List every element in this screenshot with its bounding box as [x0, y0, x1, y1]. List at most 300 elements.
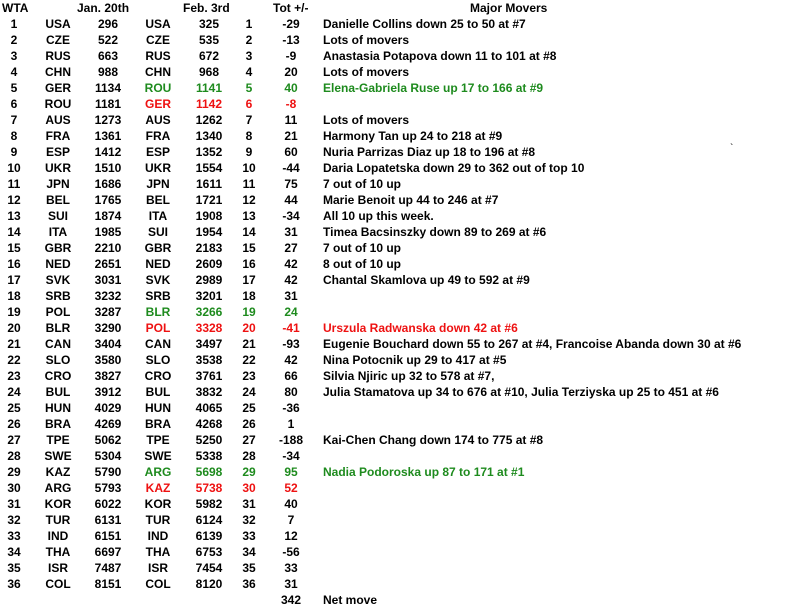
table-row — [0, 368, 795, 384]
total-change: -34 — [282, 449, 300, 463]
jan-country: TPE — [46, 433, 70, 447]
jan-country: GER — [44, 81, 71, 95]
jan-rank: 23 — [7, 369, 21, 383]
feb-country: AUS — [145, 113, 171, 127]
jan-rank: 15 — [7, 241, 21, 255]
table-row — [0, 32, 795, 48]
feb-rank: 18 — [242, 289, 256, 303]
total-change: 33 — [284, 561, 298, 575]
feb-rank: 12 — [242, 193, 256, 207]
jan-country: SUI — [47, 209, 68, 223]
feb-rank: 20 — [242, 321, 256, 335]
jan-rank: 10 — [7, 161, 21, 175]
jan-country: BLR — [45, 321, 71, 335]
feb-points: 5738 — [195, 481, 223, 495]
feb-country: BLR — [145, 305, 171, 319]
table-row — [0, 544, 795, 560]
feb-country: BRA — [145, 417, 171, 431]
jan-country: SRB — [45, 289, 71, 303]
table-row — [0, 480, 795, 496]
table-row — [0, 304, 795, 320]
major-movers: Silvia Njiric up 32 to 578 at #7, — [323, 369, 495, 383]
feb-rank: 28 — [242, 449, 256, 463]
table-row — [0, 48, 795, 64]
jan-points: 6697 — [94, 545, 122, 559]
feb-country: ESP — [145, 145, 170, 159]
jan-rank: 18 — [7, 289, 21, 303]
feb-rank: 35 — [242, 561, 256, 575]
feb-points: 1954 — [195, 225, 223, 239]
jan-points: 3232 — [94, 289, 122, 303]
major-movers — [323, 544, 793, 560]
total-change: 24 — [284, 305, 298, 319]
feb-points: 1721 — [195, 193, 223, 207]
jan-rank: 7 — [10, 113, 18, 127]
major-movers — [323, 560, 793, 576]
table-row — [0, 416, 795, 432]
feb-rank: 14 — [242, 225, 256, 239]
feb-rank: 25 — [242, 401, 256, 415]
jan-rank: 2 — [10, 33, 18, 47]
jan-rank: 30 — [7, 481, 21, 495]
feb-rank: 19 — [242, 305, 256, 319]
feb-rank: 15 — [242, 241, 256, 255]
header-feb: Feb. 3rd — [183, 1, 230, 15]
jan-points: 5790 — [94, 465, 122, 479]
feb-country: SUI — [147, 225, 168, 239]
jan-rank: 3 — [10, 49, 18, 63]
jan-rank: 9 — [10, 145, 18, 159]
total-change: 31 — [284, 577, 298, 591]
feb-rank: 22 — [242, 353, 256, 367]
total-change: 42 — [284, 273, 298, 287]
jan-points: 2651 — [94, 257, 122, 271]
jan-rank: 11 — [7, 177, 21, 191]
total-change: 42 — [284, 353, 298, 367]
jan-rank: 35 — [7, 561, 21, 575]
feb-points: 3832 — [195, 385, 223, 399]
jan-points: 1361 — [94, 129, 122, 143]
feb-rank: 10 — [242, 161, 256, 175]
jan-rank: 28 — [7, 449, 21, 463]
feb-rank: 30 — [242, 481, 256, 495]
feb-rank: 32 — [242, 513, 256, 527]
feb-rank: 4 — [245, 65, 253, 79]
major-movers: Marie Benoit up 44 to 246 at #7 — [323, 193, 499, 207]
feb-rank: 24 — [242, 385, 256, 399]
feb-rank: 7 — [245, 113, 253, 127]
major-movers: All 10 up this week. — [323, 209, 434, 223]
jan-points: 3287 — [94, 305, 122, 319]
header-tot: Tot +/- — [273, 1, 309, 15]
jan-country: SVK — [45, 273, 71, 287]
jan-points: 1985 — [94, 225, 122, 239]
jan-rank: 13 — [7, 209, 21, 223]
feb-rank: 27 — [242, 433, 256, 447]
total-change: -8 — [285, 97, 297, 111]
feb-rank: 9 — [245, 145, 253, 159]
jan-rank: 8 — [10, 129, 18, 143]
feb-points: 1908 — [195, 209, 223, 223]
feb-country: ARG — [144, 465, 172, 479]
feb-points: 5250 — [195, 433, 223, 447]
jan-country: HUN — [45, 401, 71, 415]
major-movers — [323, 512, 793, 528]
feb-country: ISR — [147, 561, 168, 575]
jan-points: 522 — [97, 33, 119, 47]
table-row — [0, 224, 795, 240]
jan-points: 3827 — [94, 369, 122, 383]
jan-points: 7487 — [94, 561, 122, 575]
feb-country: THA — [145, 545, 171, 559]
feb-country: GBR — [144, 241, 172, 255]
jan-country: RUS — [45, 49, 71, 63]
feb-country: SLO — [145, 353, 171, 367]
jan-country: COL — [45, 577, 71, 591]
feb-rank: 21 — [242, 337, 256, 351]
total-change: -56 — [282, 545, 300, 559]
total-change: 7 — [287, 513, 295, 527]
feb-points: 968 — [198, 65, 220, 79]
total-change: 80 — [284, 385, 298, 399]
jan-country: BUL — [45, 385, 71, 399]
feb-rank: 29 — [242, 465, 256, 479]
jan-points: 1273 — [94, 113, 122, 127]
jan-country: CAN — [45, 337, 71, 351]
feb-points: 325 — [198, 17, 220, 31]
jan-rank: 26 — [7, 417, 21, 431]
feb-points: 535 — [198, 33, 220, 47]
jan-points: 5793 — [94, 481, 122, 495]
jan-country: CHN — [45, 65, 71, 79]
table-row — [0, 464, 795, 480]
feb-points: 5982 — [195, 497, 223, 511]
feb-points: 2609 — [195, 257, 223, 271]
jan-rank: 27 — [7, 433, 21, 447]
jan-country: POL — [45, 305, 71, 319]
major-movers: Lots of movers — [323, 65, 410, 79]
feb-points: 7454 — [195, 561, 223, 575]
feb-rank: 6 — [245, 97, 253, 111]
total-change: -93 — [282, 337, 300, 351]
jan-rank: 36 — [7, 577, 21, 591]
total-change: 42 — [284, 257, 298, 271]
feb-country: ROU — [144, 81, 172, 95]
major-movers — [323, 448, 793, 464]
feb-rank: 2 — [245, 33, 253, 47]
jan-country: ESP — [45, 145, 70, 159]
total-change: 21 — [284, 129, 298, 143]
table-row — [0, 432, 795, 448]
feb-rank: 8 — [245, 129, 253, 143]
jan-points: 5062 — [94, 433, 122, 447]
feb-points: 1340 — [195, 129, 223, 143]
major-movers: Lots of movers — [323, 33, 410, 47]
jan-rank: 21 — [7, 337, 21, 351]
feb-country: UKR — [145, 161, 171, 175]
feb-rank: 1 — [245, 17, 253, 31]
major-movers — [323, 480, 793, 496]
feb-rank: 23 — [242, 369, 256, 383]
feb-points: 3497 — [195, 337, 223, 351]
feb-country: USA — [145, 17, 171, 31]
feb-rank: 5 — [245, 81, 253, 95]
total-change: -188 — [278, 433, 304, 447]
total-change: 60 — [284, 145, 298, 159]
jan-points: 4029 — [94, 401, 122, 415]
table-row — [0, 448, 795, 464]
table-row — [0, 16, 795, 32]
feb-rank: 33 — [242, 529, 256, 543]
feb-points: 6753 — [195, 545, 223, 559]
major-movers — [323, 304, 793, 320]
total-change: 40 — [284, 81, 298, 95]
jan-points: 296 — [97, 17, 119, 31]
major-movers: Anastasia Potapova down 11 to 101 at #8 — [323, 49, 557, 63]
feb-points: 3201 — [195, 289, 223, 303]
table-row — [0, 336, 795, 352]
total-change: 44 — [284, 193, 298, 207]
feb-rank: 13 — [242, 209, 256, 223]
jan-country: BEL — [46, 193, 70, 207]
jan-country: ARG — [44, 481, 72, 495]
table-row — [0, 384, 795, 400]
header-row — [0, 0, 795, 16]
major-movers — [323, 496, 793, 512]
feb-country: BUL — [145, 385, 171, 399]
total-change: -13 — [282, 33, 300, 47]
jan-country: SWE — [44, 449, 72, 463]
header-wta: WTA — [2, 1, 29, 15]
table-row — [0, 192, 795, 208]
jan-points: 6151 — [94, 529, 122, 543]
jan-country: THA — [45, 545, 71, 559]
table-row — [0, 176, 795, 192]
feb-country: CRO — [144, 369, 172, 383]
feb-country: IND — [147, 529, 169, 543]
total-change: -36 — [282, 401, 300, 415]
total-change: 75 — [284, 177, 298, 191]
feb-country: SVK — [145, 273, 171, 287]
jan-points: 2210 — [94, 241, 122, 255]
feb-points: 3266 — [195, 305, 223, 319]
jan-rank: 32 — [7, 513, 21, 527]
total-change: 12 — [284, 529, 298, 543]
jan-points: 3580 — [94, 353, 122, 367]
jan-points: 3290 — [94, 321, 122, 335]
jan-points: 1874 — [94, 209, 122, 223]
jan-rank: 17 — [7, 273, 21, 287]
total-change: 66 — [284, 369, 298, 383]
table-row — [0, 160, 795, 176]
jan-country: AUS — [45, 113, 71, 127]
table-row — [0, 96, 795, 112]
major-movers: Harmony Tan up 24 to 218 at #9 — [323, 129, 503, 143]
feb-country: JPN — [146, 177, 170, 191]
jan-rank: 12 — [7, 193, 21, 207]
table-row — [0, 352, 795, 368]
table-row — [0, 272, 795, 288]
table-row — [0, 112, 795, 128]
jan-points: 1765 — [94, 193, 122, 207]
feb-points: 4065 — [195, 401, 223, 415]
feb-points: 1142 — [195, 97, 223, 111]
jan-rank: 1 — [10, 17, 18, 31]
table-row — [0, 288, 795, 304]
total-change: -29 — [282, 17, 300, 31]
jan-rank: 22 — [7, 353, 21, 367]
feb-rank: 16 — [242, 257, 256, 271]
total-change: 52 — [284, 481, 298, 495]
major-movers: 7 out of 10 up — [323, 241, 401, 255]
total-change: 1 — [287, 417, 295, 431]
table-row — [0, 240, 795, 256]
jan-rank: 6 — [10, 97, 18, 111]
jan-country: JPN — [46, 177, 70, 191]
jan-points: 988 — [97, 65, 119, 79]
feb-points: 3538 — [195, 353, 223, 367]
jan-rank: 31 — [7, 497, 21, 511]
table-row — [0, 144, 795, 160]
jan-points: 1510 — [94, 161, 122, 175]
feb-country: TPE — [146, 433, 170, 447]
net-move-label: Net move — [323, 593, 378, 607]
jan-points: 6022 — [94, 497, 122, 511]
jan-country: FRA — [45, 129, 71, 143]
major-movers: Urszula Radwanska down 42 at #6 — [323, 321, 518, 335]
jan-points: 3031 — [94, 273, 122, 287]
major-movers: Kai-Chen Chang down 174 to 775 at #8 — [323, 433, 544, 447]
major-movers — [323, 416, 793, 432]
jan-country: ISR — [47, 561, 68, 575]
jan-rank: 19 — [7, 305, 21, 319]
jan-points: 5304 — [94, 449, 122, 463]
jan-country: IND — [47, 529, 69, 543]
feb-country: NED — [145, 257, 171, 271]
jan-points: 8151 — [94, 577, 122, 591]
feb-points: 1262 — [195, 113, 223, 127]
jan-points: 1686 — [94, 177, 122, 191]
jan-rank: 16 — [7, 257, 21, 271]
jan-rank: 25 — [7, 401, 21, 415]
major-movers: Nadia Podoroska up 87 to 171 at #1 — [323, 465, 525, 479]
jan-points: 3404 — [94, 337, 122, 351]
major-movers — [323, 96, 793, 112]
header-movers: Major Movers — [470, 1, 548, 15]
feb-points: 8120 — [195, 577, 223, 591]
table-row — [0, 576, 795, 592]
feb-country: FRA — [145, 129, 171, 143]
total-change: 20 — [284, 65, 298, 79]
jan-rank: 20 — [7, 321, 21, 335]
jan-country: USA — [45, 17, 71, 31]
feb-rank: 17 — [242, 273, 256, 287]
jan-rank: 5 — [10, 81, 18, 95]
net-total: 342 — [280, 593, 302, 607]
major-movers: Elena-Gabriela Ruse up 17 to 166 at #9 — [323, 81, 544, 95]
jan-points: 1181 — [94, 97, 122, 111]
feb-country: COL — [145, 577, 171, 591]
jan-country: BRA — [45, 417, 71, 431]
total-change: -41 — [282, 321, 300, 335]
major-movers: Daria Lopatetska down 29 to 362 out of top 10 — [323, 161, 585, 175]
major-movers: Nina Potocnik up 29 to 417 at #5 — [323, 353, 507, 367]
jan-points: 4269 — [94, 417, 122, 431]
table-row — [0, 400, 795, 416]
feb-rank: 31 — [242, 497, 256, 511]
feb-country: TUR — [145, 513, 171, 527]
jan-rank: 33 — [7, 529, 21, 543]
feb-rank: 36 — [242, 577, 256, 591]
major-movers: Timea Bacsinszky down 89 to 269 at #6 — [323, 225, 547, 239]
major-movers: Nuria Parrizas Diaz up 18 to 196 at #8 — [323, 145, 536, 159]
table-row — [0, 528, 795, 544]
total-change: 31 — [284, 225, 298, 239]
jan-country: NED — [45, 257, 71, 271]
major-movers — [323, 528, 793, 544]
jan-country: CZE — [46, 33, 70, 47]
feb-points: 672 — [198, 49, 220, 63]
jan-country: UKR — [45, 161, 71, 175]
jan-country: TUR — [45, 513, 71, 527]
jan-country: CRO — [44, 369, 72, 383]
feb-rank: 3 — [245, 49, 253, 63]
jan-rank: 24 — [7, 385, 21, 399]
feb-rank: 26 — [242, 417, 256, 431]
table-row — [0, 64, 795, 80]
feb-points: 5698 — [195, 465, 223, 479]
summary-row — [0, 592, 795, 608]
feb-country: BEL — [146, 193, 170, 207]
table-row — [0, 256, 795, 272]
jan-rank: 14 — [7, 225, 21, 239]
header-jan: Jan. 20th — [77, 1, 130, 15]
major-movers — [323, 400, 793, 416]
jan-points: 1412 — [94, 145, 122, 159]
table-row — [0, 80, 795, 96]
major-movers: Danielle Collins down 25 to 50 at #7 — [323, 17, 526, 31]
major-movers: 8 out of 10 up — [323, 257, 401, 271]
feb-country: HUN — [145, 401, 171, 415]
total-change: 11 — [284, 113, 298, 127]
total-change: -9 — [285, 49, 297, 63]
feb-points: 2183 — [195, 241, 223, 255]
table-row — [0, 512, 795, 528]
table-row — [0, 560, 795, 576]
feb-country: KOR — [144, 497, 172, 511]
jan-rank: 29 — [7, 465, 21, 479]
total-change: 95 — [284, 465, 298, 479]
jan-country: KAZ — [45, 465, 71, 479]
jan-country: GBR — [44, 241, 72, 255]
feb-points: 1611 — [195, 177, 223, 191]
total-change: -34 — [282, 209, 300, 223]
feb-country: ITA — [148, 209, 168, 223]
feb-country: CHN — [145, 65, 171, 79]
major-movers: Eugenie Bouchard down 55 to 267 at #4, Francoise Abanda down 30 at #6 — [323, 337, 742, 351]
feb-country: SWE — [144, 449, 172, 463]
table-row — [0, 128, 795, 144]
feb-points: 4268 — [195, 417, 223, 431]
feb-points: 2989 — [195, 273, 223, 287]
feb-country: POL — [145, 321, 171, 335]
feb-country: CZE — [146, 33, 170, 47]
major-movers: Julia Stamatova up 34 to 676 at #10, Julia Terziyska up 25 to 451 at #6 — [323, 385, 719, 399]
feb-country: SRB — [145, 289, 171, 303]
jan-points: 3912 — [94, 385, 122, 399]
feb-points: 1352 — [195, 145, 223, 159]
feb-country: RUS — [145, 49, 171, 63]
